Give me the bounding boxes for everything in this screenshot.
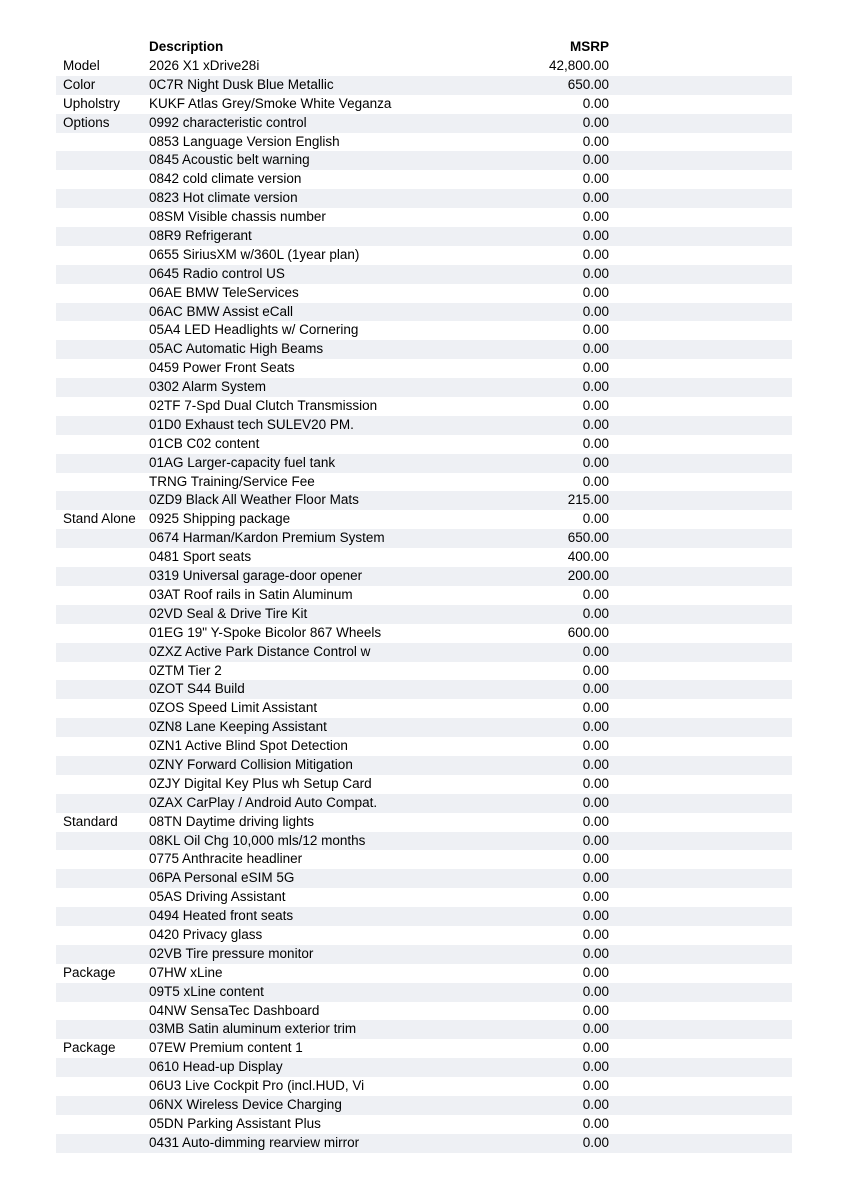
row-msrp: 400.00 [567, 549, 609, 565]
row-msrp: 0.00 [582, 190, 609, 206]
row-msrp: 0.00 [582, 1021, 609, 1037]
description-column-header: Description [149, 39, 224, 54]
table-row [56, 737, 792, 756]
row-description: 0ZN8 Lane Keeping Assistant [149, 719, 327, 735]
table-row [56, 170, 792, 189]
row-category: Color [63, 76, 96, 92]
table-row [56, 1115, 792, 1134]
row-description: 0842 cold climate version [149, 171, 302, 187]
table-row [56, 340, 792, 359]
table-row [56, 1077, 792, 1096]
row-description: 0ZNY Forward Collision Mitigation [149, 756, 353, 772]
table-row [56, 586, 792, 605]
row-msrp: 0.00 [582, 832, 609, 848]
table-row [56, 662, 792, 681]
row-msrp: 0.00 [582, 265, 609, 281]
row-description: 09T5 xLine content [149, 983, 264, 999]
row-msrp: 0.00 [582, 114, 609, 130]
table-row [56, 869, 792, 888]
row-msrp: 0.00 [582, 700, 609, 716]
row-msrp: 0.00 [582, 171, 609, 187]
table-row [56, 114, 792, 133]
row-msrp: 0.00 [582, 228, 609, 244]
row-msrp: 0.00 [582, 284, 609, 300]
table-row [56, 416, 792, 435]
row-description: 04NW SensaTec Dashboard [149, 1002, 320, 1018]
row-msrp: 0.00 [582, 738, 609, 754]
row-msrp: 600.00 [567, 624, 609, 640]
row-description: 01D0 Exhaust tech SULEV20 PM. [149, 416, 354, 432]
row-msrp: 0.00 [582, 303, 609, 319]
row-description: 06U3 Live Cockpit Pro (incl.HUD, Vi [149, 1078, 365, 1094]
row-msrp: 0.00 [582, 1134, 609, 1150]
row-description: 06PA Personal eSIM 5G [149, 870, 295, 886]
table-row [56, 378, 792, 397]
table-row [56, 473, 792, 492]
row-description: 0ZOT S44 Build [149, 681, 245, 697]
row-description: 0459 Power Front Seats [149, 360, 295, 376]
row-msrp: 650.00 [567, 530, 609, 546]
row-description: 0992 characteristic control [149, 114, 307, 130]
row-msrp: 0.00 [582, 605, 609, 621]
row-description: 03AT Roof rails in Satin Aluminum [149, 586, 353, 602]
table-row [56, 888, 792, 907]
table-row [56, 794, 792, 813]
table-row [56, 510, 792, 529]
table-row [56, 567, 792, 586]
table-row [56, 945, 792, 964]
row-description: 0823 Hot climate version [149, 190, 298, 206]
row-msrp: 42,800.00 [548, 58, 609, 73]
row-category: Stand Alone [63, 511, 136, 527]
row-msrp: 0.00 [582, 1078, 609, 1094]
table-row [56, 832, 792, 851]
table-row [56, 680, 792, 699]
row-description: 2026 X1 xDrive28i [149, 58, 260, 73]
table-row [56, 321, 792, 340]
row-description: 0481 Sport seats [149, 549, 252, 565]
table-row [56, 775, 792, 794]
row-description: 0ZXZ Active Park Distance Control w [149, 643, 371, 659]
row-msrp: 200.00 [567, 568, 609, 584]
table-row [56, 813, 792, 832]
price-table [56, 57, 792, 1153]
row-description: 05DN Parking Assistant Plus [149, 1115, 321, 1131]
table-row [56, 1002, 792, 1021]
row-msrp: 0.00 [582, 1059, 609, 1075]
row-msrp: 0.00 [582, 945, 609, 961]
table-row [56, 189, 792, 208]
row-description: KUKF Atlas Grey/Smoke White Veganza [149, 95, 392, 111]
row-msrp: 0.00 [582, 246, 609, 262]
row-msrp: 0.00 [582, 964, 609, 980]
row-msrp: 0.00 [582, 775, 609, 791]
row-description: 02VD Seal & Drive Tire Kit [149, 605, 308, 621]
row-description: 01CB C02 content [149, 435, 260, 451]
table-row [56, 1096, 792, 1115]
row-description: 08KL Oil Chg 10,000 mls/12 months [149, 832, 366, 848]
row-description: 0775 Anthracite headliner [149, 851, 303, 867]
row-description: 0610 Head-up Display [149, 1059, 283, 1075]
row-description: 0674 Harman/Kardon Premium System [149, 530, 385, 546]
row-msrp: 0.00 [582, 511, 609, 527]
row-description: 0655 SiriusXM w/360L (1year plan) [149, 246, 360, 262]
table-row [56, 454, 792, 473]
row-category: Package [63, 964, 116, 980]
row-description: 01EG 19" Y-Spoke Bicolor 867 Wheels [149, 624, 382, 640]
row-msrp: 0.00 [582, 719, 609, 735]
table-row [56, 850, 792, 869]
row-msrp: 0.00 [582, 398, 609, 414]
table-row [56, 265, 792, 284]
row-description: 02VB Tire pressure monitor [149, 945, 314, 961]
table-row [56, 643, 792, 662]
row-msrp: 0.00 [582, 95, 609, 111]
row-description: 0ZOS Speed Limit Assistant [149, 700, 318, 716]
table-row [56, 76, 792, 95]
row-msrp: 0.00 [582, 870, 609, 886]
row-msrp: 0.00 [582, 756, 609, 772]
row-description: 0ZN1 Active Blind Spot Detection [149, 738, 348, 754]
table-row [56, 983, 792, 1002]
row-description: 06NX Wireless Device Charging [149, 1096, 342, 1112]
table-row [56, 246, 792, 265]
row-description: 0319 Universal garage-door opener [149, 568, 363, 584]
row-description: 06AE BMW TeleServices [149, 284, 299, 300]
row-msrp: 0.00 [582, 416, 609, 432]
row-msrp: 0.00 [582, 1002, 609, 1018]
msrp-column-header: MSRP [569, 39, 609, 54]
table-row [56, 699, 792, 718]
row-msrp: 0.00 [582, 152, 609, 168]
table-row [56, 1020, 792, 1039]
table-row [56, 208, 792, 227]
table-row [56, 1134, 792, 1153]
row-description: 05A4 LED Headlights w/ Cornering [149, 322, 359, 338]
table-header [0, 39, 848, 57]
row-description: 08SM Visible chassis number [149, 209, 326, 225]
row-msrp: 0.00 [582, 983, 609, 999]
row-msrp: 0.00 [582, 681, 609, 697]
row-category: Package [63, 1040, 116, 1056]
row-msrp: 0.00 [582, 1096, 609, 1112]
row-msrp: 0.00 [582, 794, 609, 810]
table-row [56, 435, 792, 454]
table-row [56, 151, 792, 170]
table-row [56, 964, 792, 983]
row-description: 0645 Radio control US [149, 265, 285, 281]
row-description: 05AC Automatic High Beams [149, 341, 324, 357]
row-description: 0431 Auto-dimming rearview mirror [149, 1134, 360, 1150]
row-description: 03MB Satin aluminum exterior trim [149, 1021, 357, 1037]
table-row [56, 95, 792, 114]
row-description: 0ZAX CarPlay / Android Auto Compat. [149, 794, 378, 810]
table-row [56, 227, 792, 246]
row-description: 08TN Daytime driving lights [149, 813, 315, 829]
table-row [56, 284, 792, 303]
row-description: 01AG Larger-capacity fuel tank [149, 454, 336, 470]
row-description: 0845 Acoustic belt warning [149, 152, 310, 168]
row-msrp: 0.00 [582, 851, 609, 867]
row-description: 06AC BMW Assist eCall [149, 303, 294, 319]
table-row [56, 718, 792, 737]
table-row [56, 1039, 792, 1058]
row-msrp: 0.00 [582, 209, 609, 225]
row-msrp: 0.00 [582, 662, 609, 678]
row-description: TRNG Training/Service Fee [149, 473, 315, 489]
row-msrp: 0.00 [582, 813, 609, 829]
row-msrp: 0.00 [582, 341, 609, 357]
row-msrp: 215.00 [567, 492, 609, 508]
row-description: 0C7R Night Dusk Blue Metallic [149, 76, 334, 92]
table-row [56, 1058, 792, 1077]
row-msrp: 0.00 [582, 379, 609, 395]
row-description: 0853 Language Version English [149, 133, 340, 149]
table-row [56, 133, 792, 152]
row-description: 02TF 7-Spd Dual Clutch Transmission [149, 398, 378, 414]
table-row [56, 529, 792, 548]
row-msrp: 0.00 [582, 360, 609, 376]
row-description: 0302 Alarm System [149, 379, 267, 395]
row-msrp: 0.00 [582, 908, 609, 924]
table-row [56, 605, 792, 624]
row-msrp: 0.00 [582, 322, 609, 338]
row-description: 0ZTM Tier 2 [149, 662, 222, 678]
table-row [56, 303, 792, 322]
row-msrp: 0.00 [582, 454, 609, 470]
table-row [56, 359, 792, 378]
row-category: Standard [63, 813, 118, 829]
row-msrp: 0.00 [582, 889, 609, 905]
table-row [56, 397, 792, 416]
table-row [56, 491, 792, 510]
table-row [56, 926, 792, 945]
row-msrp: 0.00 [582, 1115, 609, 1131]
row-msrp: 0.00 [582, 643, 609, 659]
row-msrp: 0.00 [582, 926, 609, 942]
row-description: 0ZJY Digital Key Plus wh Setup Card [149, 775, 372, 791]
row-description: 07EW Premium content 1 [149, 1040, 303, 1056]
table-row [56, 907, 792, 926]
row-description: 0ZD9 Black All Weather Floor Mats [149, 492, 359, 508]
row-msrp: 0.00 [582, 473, 609, 489]
row-description: 0494 Heated front seats [149, 908, 294, 924]
row-category: Options [63, 114, 110, 130]
row-msrp: 0.00 [582, 1040, 609, 1056]
row-description: 0925 Shipping package [149, 511, 291, 527]
table-row [56, 548, 792, 567]
row-description: 0420 Privacy glass [149, 926, 263, 942]
row-msrp: 0.00 [582, 586, 609, 602]
row-msrp: 0.00 [582, 133, 609, 149]
row-msrp: 650.00 [567, 76, 609, 92]
row-category: Upholstry [63, 95, 121, 111]
row-description: 07HW xLine [149, 964, 223, 980]
table-row [56, 756, 792, 775]
row-msrp: 0.00 [582, 435, 609, 451]
table-row [56, 624, 792, 643]
table-row [56, 57, 792, 76]
row-description: 08R9 Refrigerant [149, 228, 252, 244]
row-description: 05AS Driving Assistant [149, 889, 286, 905]
row-category: Model [63, 58, 100, 73]
